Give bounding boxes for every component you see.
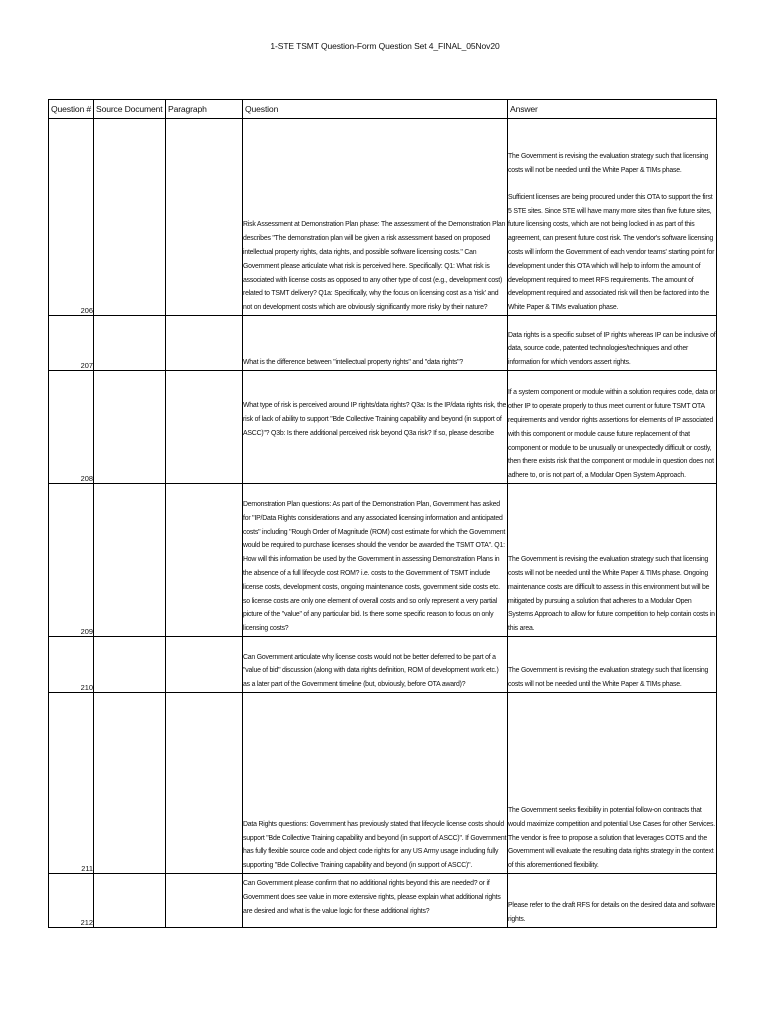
table-row (49, 693, 717, 874)
question-text: Can Government articulate why license costs would not be better deferred to be part of a "value of bid" discussion (along with data rights definition, ROM of development work etc.) as a later part of the Government timeline (but, obviously, before OTA award)? (243, 637, 508, 693)
source-document-cell (94, 316, 166, 371)
answer-text: Sufficient licenses are being procured under this OTA to support the first 5 STE sites. Since STE will have many more sites than five future sites, future licensing costs, which are not being locked in as part of this agreement, can present future cost risk. The vendor's software licensing costs will inform the Government of each vendor teams' starting point for development under this OTA which will help to inform the amount of development required to meet RFS requirements. The amount of development required and associated risk will then be factored into the White Paper & TIMs evaluation phase. (508, 193, 715, 312)
source-document-cell (94, 119, 166, 316)
answer-cell (508, 119, 717, 316)
paragraph-cell (166, 874, 243, 928)
header-answer: Answer (508, 100, 717, 119)
answer-text: Please refer to the draft RFS for details on the desired data and software rights. (508, 874, 717, 928)
question-number: 207 (49, 316, 94, 371)
question-text: What is the difference between "intellectual property rights" and "data rights"? (243, 316, 508, 371)
table-row (49, 316, 717, 371)
table-row (49, 484, 717, 637)
paragraph-cell (166, 119, 243, 316)
question-number: 212 (49, 874, 94, 928)
source-document-cell (94, 693, 166, 874)
question-text: Data Rights questions: Government has previously stated that lifecycle license costs should support "Bde Collective Training capability and beyond (in support of ASCC)". If Government has fully flexible source code and object code rights for any US Army usage including fully supporting "Bde Collective Training capability and beyond (in support of ASCC)". (243, 693, 508, 874)
table-row (49, 371, 717, 484)
question-number: 209 (49, 484, 94, 637)
header-question: Question (243, 100, 508, 119)
question-number: 208 (49, 371, 94, 484)
table-row (49, 637, 717, 693)
header-question-number: Question # (49, 100, 94, 119)
document-title: 1-STE TSMT Question-Form Question Set 4_FINAL_05Nov20 (270, 41, 500, 51)
question-number: 210 (49, 637, 94, 693)
question-text: What type of risk is perceived around IP rights/data rights? Q3a: Is the IP/data rights risk, the risk of lack of ability to support "Bde Collective Training capability and beyond (in support of ASCC)"? Q3b: Is there additional perceived risk beyond Q3a risk? If so, please describe (243, 371, 508, 484)
answer-text: The Government is revising the evaluation strategy such that licensing costs will not be needed until the White Paper & TIMs phase. Ongoing maintenance costs are difficult to assess in this environment but will be mitigated by pursuing a solution that adheres to a Modular Open Systems Approach to allow for future competition to help contain costs in this area. (508, 484, 717, 637)
source-document-cell (94, 874, 166, 928)
header-paragraph: Paragraph (166, 100, 243, 119)
question-text: Can Government please confirm that no additional rights beyond this are needed? or if Government does see value in more extensive rights, please explain what additional rights are desired and what is the value logic for these additional rights? (243, 874, 508, 928)
question-number: 206 (49, 119, 94, 316)
question-number: 211 (49, 693, 94, 874)
answer-text: Data rights is a specific subset of IP rights whereas IP can be inclusive of data, source code, patented technologies/techniques and other information for which vendors assert rights. (508, 316, 717, 371)
answer-spacer (508, 178, 716, 191)
paragraph-cell (166, 693, 243, 874)
header-source-document: Source Document (94, 100, 166, 119)
paragraph-cell (166, 316, 243, 371)
source-document-cell (94, 371, 166, 484)
source-document-cell (94, 484, 166, 637)
answer-text: The Government is revising the evaluation strategy such that licensing costs will not be needed until the White Paper & TIMs phase. (508, 153, 709, 175)
answer-text: The Government is revising the evaluation strategy such that licensing costs will not be needed until the White Paper & TIMs phase. (508, 637, 717, 693)
header-row (49, 100, 717, 119)
answer-text: The Government seeks flexibility in potential follow-on contracts that would maximize competition and potential Use Cases for other Services. The vendor is free to propose a solution that leverages COTS and the Government will evaluate the resulting data rights strategy in the context of this aforementioned flexibility. (508, 693, 717, 874)
source-document-cell (94, 637, 166, 693)
question-table (48, 99, 717, 928)
question-text: Risk Assessment at Demonstration Plan phase: The assessment of the Demonstration Plan describes "The demonstration plan will be given a risk assessment based on proposed intellectual property rights, data rights, and possible software licensing costs." Can Government please articulate what risk is perceived here. Specifically: Q1: What risk is associated with license costs as opposed to any other type of cost (e.g., development cost) related to TSMT delivery? Q1a: Specifically, why the focus on licensing cost as a 'risk' and not on development costs which are obviously significantly more risky by their nature? (243, 119, 508, 316)
paragraph-cell (166, 371, 243, 484)
table-row (49, 874, 717, 928)
question-text: Demonstration Plan questions: As part of the Demonstration Plan, Government has asked for "IP/Data Rights considerations and any associated licensing information and anticipated costs" including "Rough Order of Magnitude (ROM) cost estimate for which the Government would be required to purchase licenses should the vendor be awarded the TSMT OTA". Q1: How will this information be used by the Government in assessing Demonstration Plans in the absence of a full lifecycle cost ROM? i.e. costs to the Government of TSMT include license costs, development costs, ongoing maintenance costs, government side costs etc. so license costs are only one element of overall costs and so only represent a very partial picture of the "value" of any particular bid. Is there some specific reason to focus on only licensing costs? (243, 484, 508, 637)
table-row (49, 119, 717, 316)
paragraph-cell (166, 637, 243, 693)
paragraph-cell (166, 484, 243, 637)
answer-text: If a system component or module within a solution requires code, data or other IP to operate properly to thus meet current or future TSMT OTA requirements and vendor rights assertions for elements of IP associated with this component or module cause future replacement of that component or module to be unusually or unexpectedly difficult or costly, then there exists risk that the component or module in question does not adhere to, or is not part of, a Modular Open System Approach. (508, 371, 717, 484)
